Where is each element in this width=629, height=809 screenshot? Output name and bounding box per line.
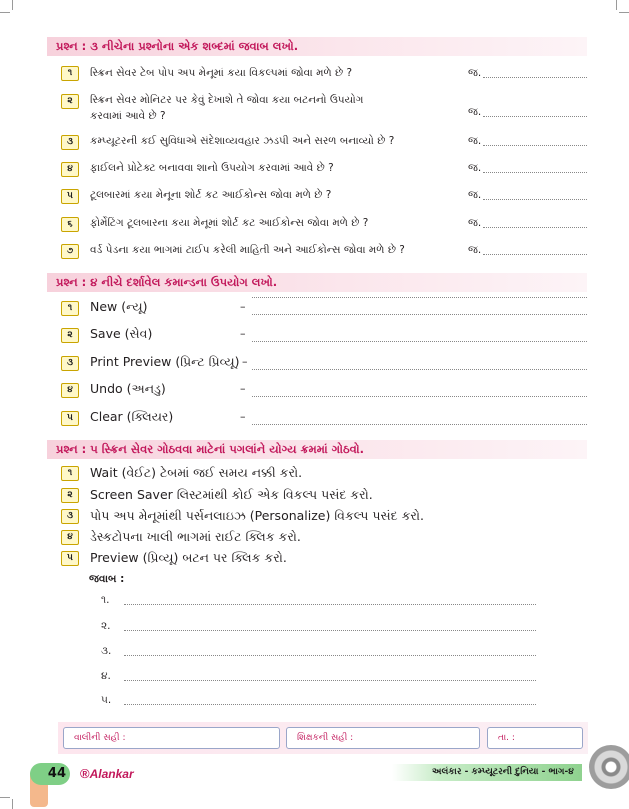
question-number: ૩ (61, 135, 79, 150)
step-number: ૩ (61, 509, 79, 524)
answer-line[interactable] (483, 254, 587, 255)
command-number: ૫ (61, 411, 79, 426)
answer-line[interactable] (124, 655, 536, 656)
answer-number: ૧. (101, 594, 110, 606)
answer-number: ૪. (101, 670, 111, 682)
question-text: સ્ક્રિન સેવર મોનિટર પર કેવું દેખાશે તે જોવા કયા બટનનો ઉપયોગ (90, 94, 364, 106)
question-text: વર્ડ પેડના કયા ભાગમાં ટાઈપ કરેલી માહિતી અને આઈકોન્સ જોવા મળે છે ? (90, 244, 405, 256)
step-text: ડેસ્કટોપના ખાલી ભાગમાં રાઈટ ક્લિક કરો. (90, 529, 301, 544)
command-number: ૩ (61, 356, 79, 371)
answer-label: જ. (468, 106, 482, 118)
crop-mark (12, 799, 13, 809)
answer-label: જ. (468, 135, 482, 147)
question-number: ૭ (61, 244, 79, 259)
dash: – (242, 355, 248, 368)
step-text: પોપ અપ મેનૂમાંથી પર્સનલાઇઝ (Personalize) વિકલ્પ પસંદ કરો. (90, 508, 424, 523)
command-number: ૧ (61, 301, 79, 316)
dash: – (240, 327, 246, 340)
dash: – (240, 300, 246, 313)
answer-line[interactable] (483, 199, 587, 200)
section-4-heading: પ્રશ્ન : ૪ નીચે દર્શાવેલ કમાન્ડના ઉપયોગ લખો. (47, 273, 587, 292)
answer-label: જ. (468, 189, 482, 201)
answer-line[interactable] (483, 116, 587, 117)
date-box[interactable]: તા. : (487, 727, 583, 749)
question-number: ૬ (61, 217, 79, 232)
guardian-signature-box[interactable]: વાલીની સહી : (63, 727, 280, 749)
command-number: ૪ (61, 383, 79, 398)
dash: – (240, 410, 246, 423)
command-number: ૨ (61, 328, 79, 343)
answer-label: જ. (468, 67, 482, 79)
brand-mark: ® (80, 766, 90, 781)
answer-label: જ. (468, 244, 482, 256)
answer-label: જ. (468, 217, 482, 229)
question-text: સ્ક્રિન સેવર ટેબ પોપ અપ મેનૂમાં કયા વિકલ્પમાં જોવા મળે છે ? (90, 67, 353, 79)
crop-mark (0, 797, 10, 798)
answer-line[interactable] (124, 680, 536, 681)
cd-disc-icon (589, 745, 629, 789)
command-label: New (ન્યૂ) (90, 299, 148, 314)
step-number: ૨ (61, 488, 79, 503)
question-text: ટૂલબારમાં કયા મેનૂના શોર્ટ કટ આઈકોન્સ જોવા મળે છે ? (90, 189, 332, 201)
answer-line[interactable] (252, 424, 587, 425)
section-5-heading: પ્રશ્ન : ૫ સ્ક્રિન સેવર ગોઠવવા માટેનાં પગલાંને યોગ્ય ક્રમમાં ગોઠવો. (47, 440, 587, 459)
question-number: ૨ (61, 94, 79, 109)
answer-heading: જવાબ : (89, 573, 125, 585)
answer-line[interactable] (483, 172, 587, 173)
answer-number: ૩. (101, 645, 112, 657)
crop-mark (616, 0, 617, 10)
step-number: ૧ (61, 466, 79, 481)
step-text: Preview (પ્રિવ્યૂ) બટન પર ક્લિક કરો. (90, 550, 287, 565)
command-label: Undo (અનડુ) (90, 381, 166, 396)
answer-line[interactable] (124, 630, 536, 631)
step-number: ૫ (61, 551, 79, 566)
teacher-signature-box[interactable]: શિક્ષકની સહી : (286, 727, 480, 749)
crop-mark (619, 12, 629, 13)
section-3-heading: પ્રશ્ન : ૩ નીચેના પ્રશ્નોના એક શબ્દમાં જવાબ લખો. (47, 37, 587, 56)
question-text: કમ્પ્યૂટરની કઈ સુવિધાએ સંદેશાવ્યવહાર ઝડપી અને સરળ બનાવ્યો છે ? (90, 135, 395, 147)
answer-line[interactable] (483, 227, 587, 228)
question-text: ફાઈલને પ્રોટેક્ટ બનાવવા શાનો ઉપયોગ કરવામાં આવે છે ? (90, 162, 334, 174)
answer-line[interactable] (252, 341, 587, 342)
step-text: Screen Saver લિસ્ટમાંથી કોઈ એક વિકલ્પ પસંદ કરો. (90, 487, 373, 502)
step-number: ૪ (61, 530, 79, 545)
brand-logo (80, 766, 134, 781)
command-label: Clear (ક્લિયર) (90, 409, 174, 424)
answer-line[interactable] (252, 396, 587, 397)
command-label: Save (સેવ) (90, 326, 153, 341)
answer-number: ૫. (101, 694, 112, 706)
crop-mark (12, 0, 13, 10)
command-label: Print Preview (પ્રિન્ટ પ્રિવ્યૂ) (90, 354, 240, 369)
answer-line[interactable] (252, 297, 587, 298)
brand-name: Alankar (89, 767, 134, 781)
answer-line[interactable] (483, 77, 587, 78)
book-title: અલંકાર - કમ્પ્યૂટરની દુનિયા - ભાગ-૪ (392, 764, 582, 781)
crop-mark (0, 12, 10, 13)
answer-number: ૨. (101, 620, 111, 632)
question-number: ૫ (61, 189, 79, 204)
answer-line[interactable] (124, 604, 536, 605)
question-text: ફોર્મેટિંગ ટૂલબારના કયા મેનૂમાં શોર્ટ કટ આઈકોન્સ જોવા મળે છે ? (90, 217, 369, 229)
page-number: 44 (30, 763, 70, 785)
question-number: ૪ (61, 162, 79, 177)
question-text-continued: કરવામાં આવે છે ? (90, 110, 166, 122)
step-text: Wait (વેઈટ) ટેબમાં જઈ સમય નક્કી કરો. (90, 465, 303, 480)
dash: – (240, 382, 246, 395)
answer-line[interactable] (252, 369, 587, 370)
answer-line[interactable] (483, 145, 587, 146)
answer-line[interactable] (252, 314, 587, 315)
question-number: ૧ (61, 66, 79, 81)
answer-line[interactable] (124, 704, 536, 705)
answer-label: જ. (468, 162, 482, 174)
